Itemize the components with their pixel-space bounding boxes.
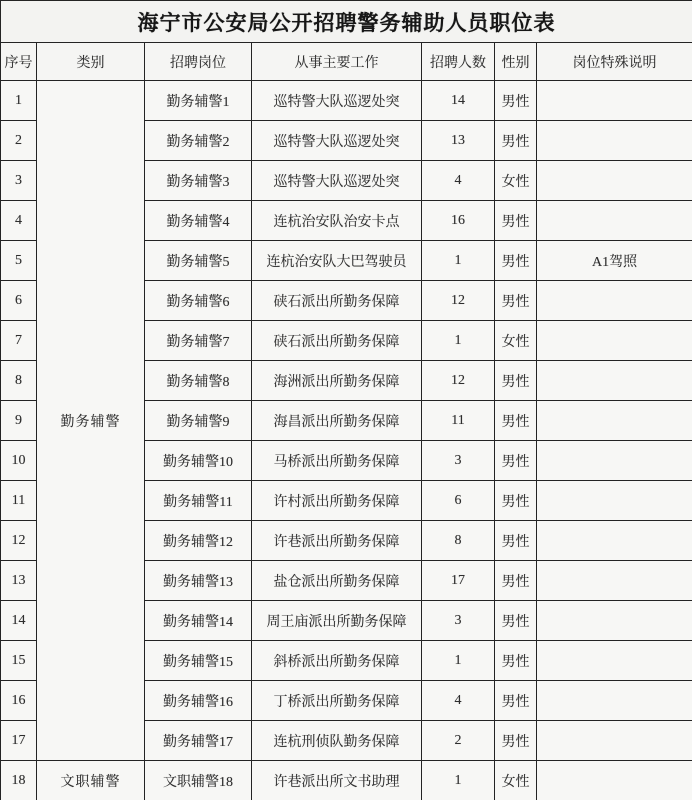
cell-gender: 男性 [495, 561, 537, 601]
cell-work: 许巷派出所勤务保障 [252, 521, 422, 561]
cell-count: 14 [422, 81, 495, 121]
cell-work: 海昌派出所勤务保障 [252, 401, 422, 441]
cell-work: 巡特警大队巡逻处突 [252, 81, 422, 121]
cell-gender: 男性 [495, 201, 537, 241]
cell-note [537, 521, 692, 561]
cell-no: 8 [1, 361, 37, 401]
cell-position: 文职辅警18 [145, 761, 252, 800]
cell-position: 勤务辅警13 [145, 561, 252, 601]
cell-work: 马桥派出所勤务保障 [252, 441, 422, 481]
col-header-gender: 性别 [495, 43, 537, 81]
cell-note [537, 601, 692, 641]
cell-work: 连杭刑侦队勤务保障 [252, 721, 422, 761]
cell-no: 9 [1, 401, 37, 441]
cell-no: 7 [1, 321, 37, 361]
cell-work: 丁桥派出所勤务保障 [252, 681, 422, 721]
cell-note: A1驾照 [537, 241, 692, 281]
cell-position: 勤务辅警8 [145, 361, 252, 401]
cell-no: 13 [1, 561, 37, 601]
cell-no: 1 [1, 81, 37, 121]
cell-position: 勤务辅警14 [145, 601, 252, 641]
cell-count: 1 [422, 321, 495, 361]
cell-gender: 女性 [495, 161, 537, 201]
cell-gender: 男性 [495, 121, 537, 161]
cell-work: 连杭治安队治安卡点 [252, 201, 422, 241]
table-row [1, 81, 692, 121]
cell-work: 硖石派出所勤务保障 [252, 321, 422, 361]
cell-count: 17 [422, 561, 495, 601]
cell-position: 勤务辅警12 [145, 521, 252, 561]
cell-gender: 男性 [495, 241, 537, 281]
cell-no: 2 [1, 121, 37, 161]
cell-position: 勤务辅警10 [145, 441, 252, 481]
cell-gender: 男性 [495, 641, 537, 681]
cell-no: 6 [1, 281, 37, 321]
cell-gender: 男性 [495, 81, 537, 121]
cell-work: 连杭治安队大巴驾驶员 [252, 241, 422, 281]
cell-no: 5 [1, 241, 37, 281]
cell-no: 17 [1, 721, 37, 761]
col-header-no: 序号 [1, 43, 37, 81]
cell-count: 16 [422, 201, 495, 241]
col-header-category: 类别 [37, 43, 145, 81]
cell-no: 4 [1, 201, 37, 241]
cell-no: 15 [1, 641, 37, 681]
cell-note [537, 321, 692, 361]
cell-no: 10 [1, 441, 37, 481]
cell-position: 勤务辅警7 [145, 321, 252, 361]
cell-note [537, 161, 692, 201]
cell-note [537, 121, 692, 161]
cell-work: 斜桥派出所勤务保障 [252, 641, 422, 681]
col-header-work: 从事主要工作 [252, 43, 422, 81]
cell-count: 11 [422, 401, 495, 441]
cell-gender: 男性 [495, 401, 537, 441]
cell-position: 勤务辅警1 [145, 81, 252, 121]
cell-no: 18 [1, 761, 37, 800]
cell-position: 勤务辅警6 [145, 281, 252, 321]
cell-no: 11 [1, 481, 37, 521]
cell-gender: 女性 [495, 321, 537, 361]
cell-work: 盐仓派出所勤务保障 [252, 561, 422, 601]
cell-gender: 男性 [495, 721, 537, 761]
cell-note [537, 201, 692, 241]
page-title: 海宁市公安局公开招聘警务辅助人员职位表 [1, 1, 692, 43]
cell-gender: 男性 [495, 281, 537, 321]
cell-work: 海洲派出所勤务保障 [252, 361, 422, 401]
cell-gender: 男性 [495, 601, 537, 641]
cell-count: 12 [422, 281, 495, 321]
cell-position: 勤务辅警16 [145, 681, 252, 721]
cell-work: 巡特警大队巡逻处突 [252, 121, 422, 161]
cell-position: 勤务辅警17 [145, 721, 252, 761]
cell-no: 14 [1, 601, 37, 641]
cell-count: 2 [422, 721, 495, 761]
cell-note [537, 361, 692, 401]
cell-note [537, 281, 692, 321]
cell-gender: 男性 [495, 441, 537, 481]
cell-count: 4 [422, 161, 495, 201]
cell-work: 许村派出所勤务保障 [252, 481, 422, 521]
cell-count: 1 [422, 241, 495, 281]
cell-count: 13 [422, 121, 495, 161]
cell-position: 勤务辅警15 [145, 641, 252, 681]
col-header-count: 招聘人数 [422, 43, 495, 81]
table-row [1, 761, 692, 800]
cell-count: 3 [422, 441, 495, 481]
col-header-note: 岗位特殊说明 [537, 43, 692, 81]
cell-gender: 男性 [495, 681, 537, 721]
cell-count: 8 [422, 521, 495, 561]
table-body [1, 81, 692, 800]
cell-count: 6 [422, 481, 495, 521]
cell-count: 1 [422, 761, 495, 800]
cell-position: 勤务辅警3 [145, 161, 252, 201]
cell-note [537, 761, 692, 800]
cell-work: 许巷派出所文书助理 [252, 761, 422, 800]
cell-no: 16 [1, 681, 37, 721]
cell-no: 3 [1, 161, 37, 201]
cell-note [537, 441, 692, 481]
title-row [1, 1, 692, 43]
cell-count: 4 [422, 681, 495, 721]
cell-note [537, 401, 692, 441]
header-row [1, 43, 692, 81]
cell-work: 硖石派出所勤务保障 [252, 281, 422, 321]
cell-category: 文职辅警 [37, 761, 145, 800]
cell-position: 勤务辅警2 [145, 121, 252, 161]
cell-gender: 男性 [495, 521, 537, 561]
cell-work: 周王庙派出所勤务保障 [252, 601, 422, 641]
cell-position: 勤务辅警4 [145, 201, 252, 241]
cell-work: 巡特警大队巡逻处突 [252, 161, 422, 201]
cell-note [537, 641, 692, 681]
cell-category: 勤务辅警 [37, 81, 145, 761]
col-header-position: 招聘岗位 [145, 43, 252, 81]
cell-gender: 女性 [495, 761, 537, 800]
cell-note [537, 681, 692, 721]
cell-note [537, 721, 692, 761]
cell-count: 1 [422, 641, 495, 681]
cell-gender: 男性 [495, 481, 537, 521]
cell-count: 3 [422, 601, 495, 641]
cell-position: 勤务辅警5 [145, 241, 252, 281]
cell-count: 12 [422, 361, 495, 401]
cell-position: 勤务辅警11 [145, 481, 252, 521]
cell-gender: 男性 [495, 361, 537, 401]
cell-position: 勤务辅警9 [145, 401, 252, 441]
cell-note [537, 81, 692, 121]
cell-note [537, 481, 692, 521]
cell-no: 12 [1, 521, 37, 561]
cell-note [537, 561, 692, 601]
